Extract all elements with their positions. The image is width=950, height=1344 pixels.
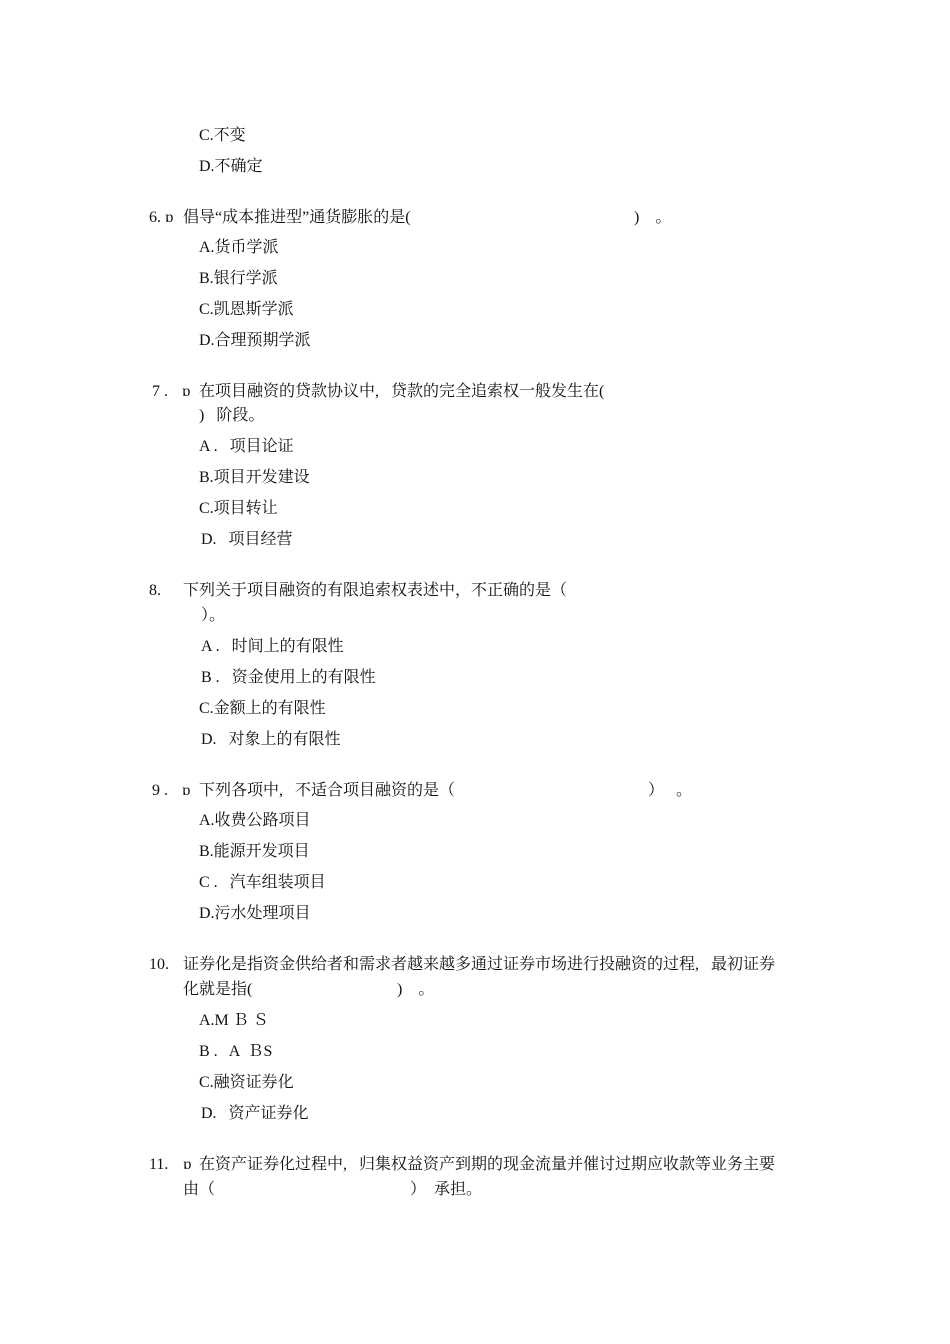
q8-number: 8.	[149, 582, 161, 599]
q5-option-d: D.不确定	[199, 158, 263, 175]
q8-option-a: A . 时间上的有限性	[201, 638, 344, 655]
q7-option-c: C.项目转让	[199, 500, 278, 517]
q6-option-a: A.货币学派	[199, 239, 279, 256]
q6-mark: ɒ	[165, 209, 174, 226]
q11-stem-close: ） 承担。	[410, 1181, 483, 1198]
q10-number: 10.	[149, 956, 169, 973]
q6-stem-close: ) 。	[634, 209, 672, 226]
q7-option-b: B.项目开发建设	[199, 469, 310, 486]
q9-option-c: C . 汽车组装项目	[199, 874, 326, 891]
q7-stem-line2: ) 阶段。	[199, 407, 265, 424]
q11-stem: 在资产证券化过程中, 归集权益资产到期的现金流量并催讨过期应收款等业务主要	[199, 1156, 776, 1173]
q11-number: 11.	[149, 1156, 169, 1173]
q7-option-a: A . 项目论证	[199, 438, 294, 455]
q10-option-c: C.融资证券化	[199, 1074, 294, 1091]
q8-option-b: B . 资金使用上的有限性	[201, 669, 376, 686]
q10-option-b: B . A ＢS	[199, 1043, 273, 1060]
q5-option-c: C.不变	[199, 127, 246, 144]
q9-stem: 下列各项中, 不适合项目融资的是（	[199, 782, 456, 799]
q6-option-d: D.合理预期学派	[199, 332, 311, 349]
q6-option-b: B.银行学派	[199, 270, 278, 287]
q8-stem: 下列关于项目融资的有限追索权表述中，不正确的是（	[183, 582, 568, 599]
q8-option-d: D. 对象上的有限性	[201, 731, 341, 748]
q9-option-d: D.污水处理项目	[199, 905, 311, 922]
q7-option-d: D. 项目经营	[201, 531, 293, 548]
q9-option-a: A.收费公路项目	[199, 812, 311, 829]
q10-option-d: D. 资产证券化	[201, 1105, 309, 1122]
q10-option-a: A.M Ｂ Ｓ	[199, 1012, 269, 1029]
q9-mark: ɒ	[182, 782, 191, 799]
q7-number: 7 .	[152, 383, 168, 400]
q9-stem-close: ） 。	[648, 782, 693, 799]
q11-mark: ɒ	[183, 1156, 192, 1173]
q8-option-c: C.金额上的有限性	[199, 700, 326, 717]
q9-option-b: B.能源开发项目	[199, 843, 310, 860]
q6-option-c: C.凯恩斯学派	[199, 301, 294, 318]
q10-stem-line2: 化就是指(	[183, 981, 253, 998]
q8-stem-line2: ）。	[201, 607, 226, 624]
q10-stem: 证券化是指资金供给者和需求者越来越多通过证券市场进行投融资的过程, 最初证券	[183, 956, 776, 973]
q7-mark: ɒ	[182, 383, 191, 400]
q11-stem-line2: 由（	[183, 1181, 216, 1198]
q6-number: 6.	[149, 209, 161, 226]
q10-stem-close: ) 。	[397, 981, 435, 998]
q9-number: 9 .	[152, 782, 168, 799]
q7-stem: 在项目融资的贷款协议中, 贷款的完全追索权一般发生在(	[199, 383, 605, 400]
q6-stem: 倡导“成本推进型”通货膨胀的是(	[183, 209, 411, 226]
